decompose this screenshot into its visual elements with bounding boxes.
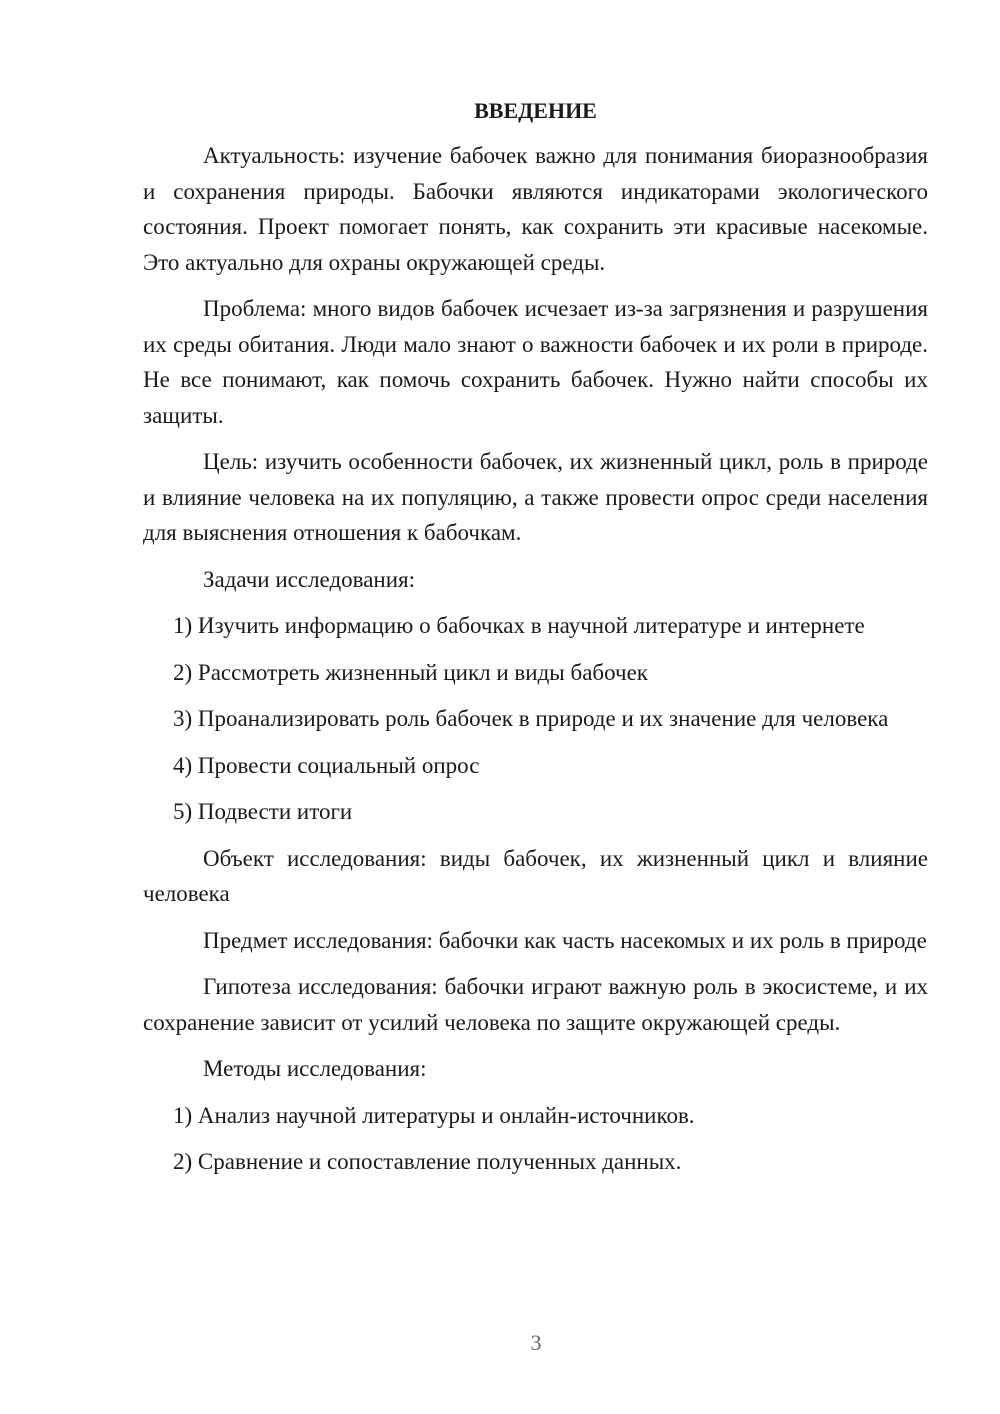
relevance-paragraph: Актуальность: изучение бабочек важно для понимания биоразнообразия и сохранения природы. Бабочки являются индикаторами экологического состояния. Проект помогает понять, как сохранить эти красивые насекомые. Это актуально для охраны окружающей среды.	[143, 143, 928, 275]
task-item: 5) Подвести итоги	[173, 799, 353, 824]
tasks-heading: Задачи исследования:	[203, 566, 416, 592]
method-item: 2) Сравнение и сопоставление полученных данных.	[173, 1149, 682, 1174]
page-title: ВВЕДЕНИЕ	[474, 98, 597, 123]
methods-heading: Методы исследования:	[203, 1056, 427, 1081]
task-item: 3) Проанализировать роль бабочек в природе и их значение для человека	[173, 706, 889, 731]
page-content	[143, 94, 928, 1191]
task-item: 1) Изучить информацию о бабочках в научной литературе и интернете	[173, 613, 865, 638]
goal-paragraph: Цель: изучить особенности бабочек, их жизненный цикл, роль в природе и влияние человека на их популяцию, а также провести опрос среди населения для выяснения отношения к бабочкам.	[143, 449, 928, 545]
task-item: 2) Рассмотреть жизненный цикл и виды бабочек	[173, 659, 648, 685]
object-paragraph: Объект исследования: виды бабочек, их жизненный цикл и влияние человека	[143, 845, 928, 906]
page-number: 3	[530, 1330, 542, 1355]
task-item: 4) Провести социальный опрос	[173, 752, 480, 778]
method-item: 1) Анализ научной литературы и онлайн-источников.	[173, 1102, 695, 1128]
hypothesis-paragraph: Гипотеза исследования: бабочки играют важную роль в экосистеме, и их сохранение зависит от усилий человека по защите окружающей среды.	[143, 974, 928, 1035]
problem-paragraph: Проблема: много видов бабочек исчезает из-за загрязнения и разрушения их среды обитания. Люди мало знают о важности бабочек и их роли в природе. Не все понимают, как помочь сохранить бабочек. Нужно найти способы их защиты.	[143, 296, 928, 428]
subject-paragraph: Предмет исследования: бабочки как часть насекомых и их роль в природе	[203, 927, 927, 953]
